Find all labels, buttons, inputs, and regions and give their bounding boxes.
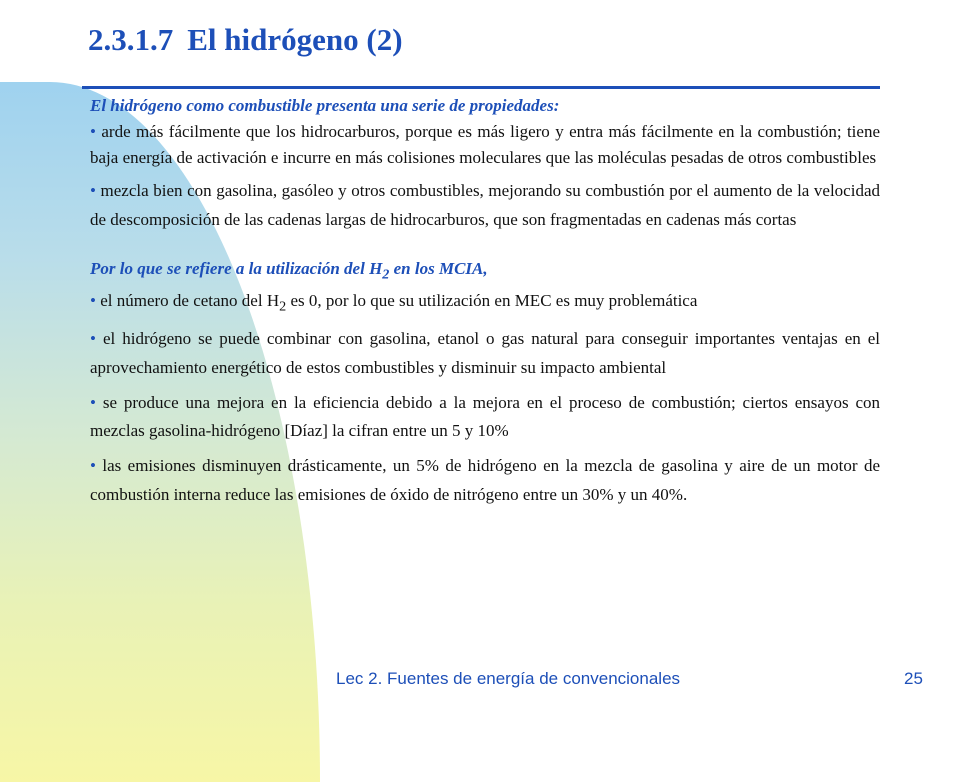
title-number: 2.3.1.7: [88, 22, 174, 57]
bullet-marker: •: [90, 329, 96, 349]
bullet-marker: •: [90, 392, 96, 412]
title-text: El hidrógeno (2): [187, 22, 403, 57]
bullet-text: el hidrógeno se puede combinar con gasolina, etanol o gas natural para conseguir importantes ventajas en el aprovechamiento energético de estos combustibles y disminuir su impacto ambiental: [90, 329, 881, 377]
bullet-text: el número de cetano del H: [100, 290, 280, 310]
section2: [90, 256, 880, 509]
bullet-text: es 0, por lo que su utilización en MEC es muy problemática: [286, 290, 698, 310]
bullet-text: las emisiones disminuyen drásticamente, un 5% de hidrógeno en la mezcla de gasolina y aire de un motor de combustión interna reduce las emisiones de óxido de nitrógeno entre un 30% y un 40%.: [90, 456, 881, 504]
slide-title: [88, 22, 403, 58]
section1-bullet-1: [90, 119, 880, 171]
title-underline: [82, 86, 880, 89]
heading-text: Por lo que se refiere a la utilización del H: [90, 259, 383, 279]
bullet-marker: •: [90, 181, 96, 200]
bullet-subscript: 2: [279, 298, 287, 315]
bullet-marker: •: [90, 122, 96, 141]
section2-bullet-1: [90, 288, 880, 319]
section1-bullet-2: [90, 177, 880, 234]
page-number: 25: [904, 669, 923, 688]
section2-bullet-2: [90, 325, 880, 382]
section1-heading: El hidrógeno como combustible presenta una serie de propiedades:: [90, 96, 560, 115]
bullet-marker: •: [90, 456, 96, 475]
bullet-text: arde más fácilmente que los hidrocarburos, porque es más ligero y entra más fácilmente en la combustión; tiene baja energía de activación e incurre en más colisiones moleculares que las moléculas pesadas de otros combustibles: [90, 122, 881, 167]
slide-content: [90, 93, 880, 509]
bullet-marker: •: [90, 290, 96, 310]
footer-title: Lec 2. Fuentes de energía de convencionales: [336, 669, 681, 688]
section2-bullet-3: [90, 389, 880, 446]
heading-text: en los MCIA,: [389, 259, 488, 279]
bullet-text: se produce una mejora en la eficiencia debido a la mejora en el proceso de combustión; ciertos ensayos con mezclas gasolina-hidrógeno [Díaz] la cifran entre un 5 y 10%: [90, 392, 880, 441]
bullet-text: mezcla bien con gasolina, gasóleo y otros combustibles, mejorando su combustión por el aumento de la velocidad de descomposición de las cadenas largas de hidrocarburos, que son fragmentadas en cadenas más cortas: [90, 181, 880, 229]
section2-heading: [90, 256, 880, 287]
section2-bullet-4: [90, 452, 880, 509]
heading-subscript: 2: [382, 266, 390, 283]
